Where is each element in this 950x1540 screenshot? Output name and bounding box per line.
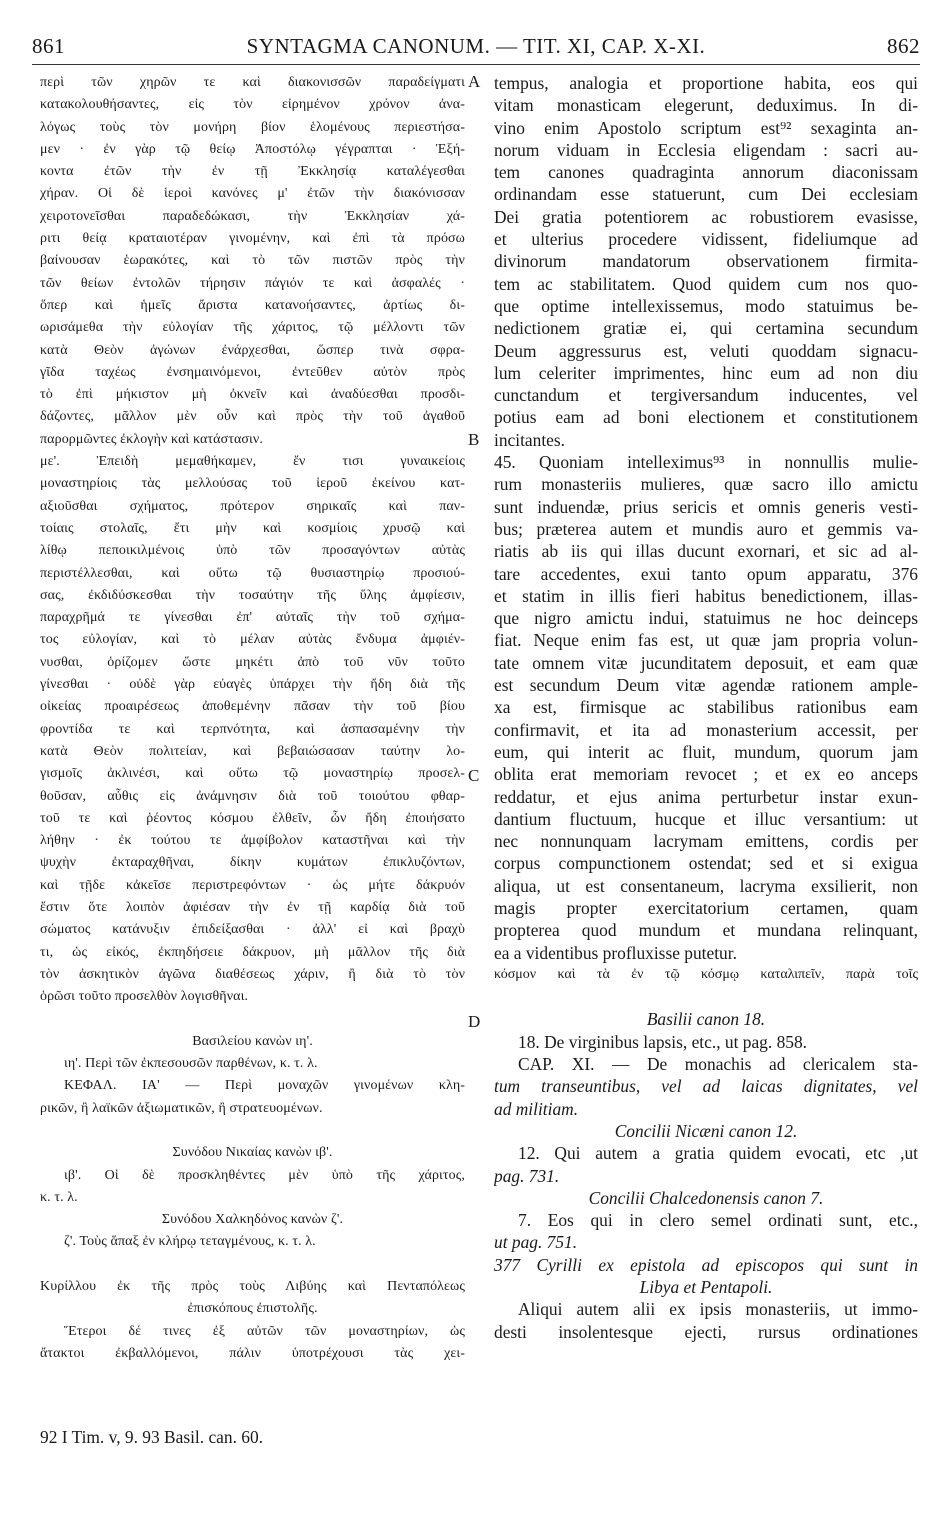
text-line: ὁρῶσι τοῦτο προσελθὸν λογισθῆναι. — [40, 989, 249, 1005]
text-line: περὶ τῶν χηρῶν τε καὶ διακονισσῶν παραδείγματι — [40, 75, 465, 90]
text-line: λόγως τοὺς τὸν μονήρη βίον ἑλομένους περιεστήσα- — [40, 119, 465, 135]
text-line: eum, qui interit ac fluit, mundum, quorum jam — [494, 741, 918, 762]
text-line: γισμοῖς ἀκλινέσι, καὶ οὕτω τῷ μοναστηρίῳ προσελ- — [40, 766, 465, 782]
text-line: 377 Cyrilli ex epistola ad episcopos qui sunt in — [494, 1254, 918, 1275]
text-line: ἔστιν ὅτε λοιπὸν ἀφιέσαν τὴν ἐν τῇ καρδίᾳ διὰ τοῦ — [40, 899, 465, 915]
text-line: τὸν ἀσκητικὸν ἀγῶνα διαθέσεως χάριν, ἢ διὰ τὸ τὸν — [40, 966, 465, 982]
text-line: potius eam ad boni electionem et constitutionem — [494, 407, 918, 428]
text-line: aliqua, ut est consentaneum, lacryma exsilierit, non — [494, 875, 918, 896]
text-line: τι, ὡς εἰκός, ἐκπηδήσειε δάκρυον, μὴ μᾶλλον τῆς διὰ — [40, 944, 465, 960]
text-line: νυσθαι, ὁρίζομεν ὥστε μηκέτι ἀπὸ τοῦ νῦν τοῦτο — [40, 654, 465, 670]
text-line: tate omnem vitæ jucunditatem deposuit, et eam quæ — [494, 652, 918, 673]
text-line: μοναστηρίοις τὰς μελλούσας τοῦ ἱεροῦ ἐκείνου κατ- — [40, 476, 465, 492]
text-line: sunt induendæ, prius sericis et omnis generis vesti- — [494, 496, 918, 517]
footnotes: 92 I Tim. v, 9. 93 Basil. can. 60. — [40, 1427, 264, 1447]
text-line: pag. 731. — [494, 1165, 560, 1186]
text-line: λήθην · ἐκ τούτου τε ἀμφίβολον καταστῆναι καὶ τὴν — [40, 833, 465, 849]
greek-column — [40, 72, 465, 1365]
text-line: propterea quod mundum et mundana relinquant, — [494, 920, 918, 941]
text-line: bus; præterea autem et mundis auro et gemmis va- — [494, 518, 918, 539]
text-line: γίνεσθαι · οὐδὲ γὰρ εὐαγὲς ὑπάρχει τὴν ἤδη διὰ τῆς — [40, 677, 465, 693]
text-line: vitam monasticam elegerunt, deduximus. In di- — [494, 95, 918, 116]
page-number-left: 861 — [32, 34, 65, 58]
text-line: Aliqui autem alii ex ipsis monasteriis, ut immo- — [518, 1299, 918, 1320]
running-title: SYNTAGMA CANONUM. — TIT. XI, CAP. X-XI. — [246, 34, 706, 58]
text-line: φροντίδα τε καὶ τερπνότητα, καὶ ἀσπασαμένην τὴν — [40, 721, 465, 737]
text-line: ΚΕΦΑΛ. ΙΑ' — Περὶ μοναχῶν γινομένων κλη- — [64, 1078, 465, 1094]
text-line: confirmavit, et ita ad monasterium accessit, per — [494, 719, 918, 740]
text-line: ea a videntibus profluxisse putetur. — [494, 942, 737, 963]
text-line: norum viduam in Ecclesia eligendam : sacri au- — [494, 139, 918, 160]
latin-column — [494, 72, 918, 1343]
text-line: ρικῶν, ἢ λαϊκῶν ἀξιωματικῶν, ἢ στρατευομένων. — [40, 1100, 323, 1116]
text-line: χειροτονεῖσθαι παραδεδώκασι, τὴν Ἐκκλησίαν χά- — [40, 208, 465, 224]
margin-marker-b: B — [468, 430, 480, 449]
text-line: Concilii Nicæni canon 12. — [614, 1120, 798, 1141]
header-rule — [32, 64, 920, 65]
text-line: τοῦ τε καὶ ῥέοντος κόσμου ἐλθεῖν, ὧν ἤδη ἐποιήσατο — [40, 810, 465, 826]
text-line: Concilii Chalcedonensis canon 7. — [588, 1187, 824, 1208]
text-line: Συνόδου Νικαίας κανὼν ιβ'. — [172, 1145, 333, 1161]
text-line: ψυχὴν ἐκταραχθῆναι, δίκην κυμάτων ἐπικλυζόντων, — [40, 855, 465, 871]
text-line: 18. De virginibus lapsis, etc., ut pag. 858. — [518, 1031, 808, 1052]
text-line: παραχρῆμά τε γίνεσθαι ἐπ' αὐταῖς τὴν τοῦ σχήμα- — [40, 610, 465, 626]
text-line: αξιοῦσθαι σχήματος, πρότερον σηρικαῖς καὶ παν- — [40, 498, 465, 514]
text-line: κοντα ἐτῶν τὴν ἐν τῇ Ἐκκλησίᾳ καταλέγεσθαι — [40, 164, 465, 180]
text-line: dantium fluctuum, hucque et illuc versantium: ut — [494, 808, 918, 829]
text-line: παρορμῶντες ἐκλογὴν καὶ κατάστασιν. — [40, 431, 263, 447]
margin-marker-d: D — [468, 1012, 481, 1031]
text-line: τὸ ἐπὶ μήκιστον μὴ ὀκνεῖν καὶ ἀναδύεσθαι προσδι- — [40, 387, 465, 403]
text-line: reddatur, et ejus anima perturbetur instar exun- — [494, 786, 918, 807]
text-line: que optime intellexissemus, modo statuimus be- — [494, 295, 918, 316]
text-line: κατὰ Θεὸν πολιτείαν, καὶ βεβαιώσασαν ταύτην λο- — [40, 743, 465, 759]
text-line: nedictionem gratiæ ei, qui certamina secundum — [494, 318, 918, 339]
text-line: σώματος κατάνυξιν ἐπιδείξασθαι · ἀλλ' εἰ καὶ βραχὺ — [40, 922, 465, 938]
text-line: θοῦσαν, αὖθις εἰς ἀνάμνησιν διὰ τοῦ τοιούτου φθαρ- — [40, 788, 465, 804]
text-line: incitantes. — [494, 429, 565, 450]
text-line: Basilii canon 18. — [646, 1009, 766, 1030]
text-line: 45. Quoniam intelleximus⁹³ in nonnullis mulie- — [494, 452, 918, 473]
text-line: tempus, analogia et proportione habita, eos qui — [494, 73, 918, 93]
text-line: tare accedentes, exui tanto opum apparatu, 376 — [494, 563, 918, 584]
margin-marker-c: C — [468, 766, 480, 785]
text-line: ριτι θείᾳ κραταιοτέραν γινομένην, καὶ ἐπὶ τὰ πρόσω — [40, 231, 465, 247]
text-line: ζ'. Τοὺς ἅπαξ ἐν κλήρῳ τεταγμένους, κ. τ. λ. — [64, 1234, 316, 1250]
text-line: ιβ'. Οἱ δὲ προσκληθέντες μὲν ὑπὸ τῆς χάριτος, — [64, 1167, 465, 1183]
text-line: Deum aggressurus est, veluti quoddam signacu- — [494, 340, 918, 361]
text-line: 7. Eos qui in clero semel ordinati sunt, etc., — [518, 1210, 918, 1231]
text-line: δάζοντες, μᾶλλον μὲν οὖν καὶ πρὸς τὴν τοῦ ἀγαθοῦ — [40, 409, 465, 425]
text-line: nec nonnunquam lacrymam emittens, cordis per — [494, 831, 918, 852]
text-line: κ. τ. λ. — [40, 1189, 78, 1205]
text-line: est secundum Deum vitæ agendæ rationem ample- — [494, 675, 918, 696]
text-line: γῖδα ταχέως ἐνσημαινόμενοι, ἐντεῦθεν αὐτὸν πρὸς — [40, 364, 465, 380]
text-line: κατὰ Θεὸν ἀγώνων ἐνάρχεσθαι, ὥσπερ τινὰ σφρα- — [40, 342, 465, 358]
text-line: tum transeuntibus, vel ad laicas dignitates, vel — [494, 1076, 918, 1097]
text-line: vino enim Apostolo scriptum est⁹² sexaginta an- — [494, 117, 918, 138]
text-line: ordinandam esse statuerunt, cum Dei ecclesiam — [494, 184, 918, 205]
text-line: fiat. Neque enim fas est, ut quæ jam propria volun- — [494, 630, 918, 651]
text-line: βαίνουσαν ἑωρακότες, καὶ τὸ τῶν πιστῶν πρὸς τὴν — [40, 253, 465, 269]
text-line: et statim in illis fieri habitus benedictionem, illas- — [494, 585, 918, 606]
text-line: Libya et Pentapoli. — [639, 1277, 773, 1298]
text-line: σας, ἐκδιδύσκεσθαι τὴν τοσαύτην τῆς ὕλης ἀμφίεσιν, — [40, 587, 465, 603]
text-line: καὶ τῇδε κἀκεῖσε περιστρεφόντων · ὡς μήτε δάκρυόν — [40, 877, 465, 893]
text-line: ad militiam. — [494, 1098, 579, 1119]
text-line: tem canones quadraginta annorum diaconissam — [494, 162, 918, 183]
greek-continuation-line: κόσμον καὶ τὰ ἐν τῷ κόσμῳ καταλιπεῖν, παρὰ τοῖς — [494, 966, 918, 982]
text-line: ωρισάμεθα τὴν εὐλογίαν τῆς χάριτος, τῷ μέλλοντι τῶν — [40, 320, 465, 336]
text-line: xa est, firmisque ac stabilibus rationibus eam — [494, 697, 918, 718]
text-line: ὅπερ καὶ ἡμεῖς ἄριστα κατανοήσαντες, ἀρτίως δι- — [40, 297, 465, 313]
text-line: με'. Ἐπειδὴ μεμαθήκαμεν, ἔν τισι γυναικείοις — [40, 454, 465, 470]
text-line: τοίαις στολαῖς, ἔτι μὴν καὶ κοσμίοις χρυσῷ καὶ — [40, 520, 465, 536]
text-line: τος εὐλογίαν, καὶ τὸ μέλαν αὐτὰς ἔνδυμα ἀμφιέν- — [40, 632, 465, 648]
text-line: λίθῳ πεποικιλμένοις ὑπὸ τῶν προσαγόντων αὐτὰς — [40, 543, 465, 559]
text-line: 12. Qui autem a gratia quidem evocati, etc ,ut — [518, 1143, 918, 1164]
text-line: CAP. XI. — De monachis ad clericalem sta- — [518, 1054, 918, 1075]
text-line: Κυρίλλου ἐκ τῆς πρὸς τοὺς Λιβύης καὶ Πενταπόλεως — [40, 1279, 465, 1295]
text-line: κατακολουθήσαντες, εἰς τὸν εἰρημένον χρόνον ἀνα- — [40, 97, 465, 113]
text-line: χήραν. Οἱ δὲ ἱεροὶ κανόνες μ' ἐτῶν τὴν διακόνισσαν — [40, 186, 465, 202]
page-number-right: 862 — [887, 34, 920, 58]
text-line: ιη'. Περὶ τῶν ἐκπεσουσῶν παρθένων, κ. τ. λ. — [64, 1056, 318, 1072]
text-line: magis propter exercitatorium certamen, quam — [494, 897, 918, 918]
running-header — [32, 34, 920, 60]
text-line: ut pag. 751. — [494, 1232, 578, 1253]
text-line: οἰκείας προαιρέσεως ἀποθεμένην πᾶσαν τὴν τοῦ βίου — [40, 699, 465, 715]
text-line: divinorum mandatorum observationem firmita- — [494, 251, 918, 272]
text-line: Βασιλείου κανὼν ιη'. — [192, 1033, 313, 1049]
text-line: corpus compunctionem ostendat; sed et si exigua — [494, 853, 918, 874]
text-line: oblita erat memoriam revocet ; et ex eo anceps — [494, 764, 918, 785]
text-line: Συνόδου Χαλκηδόνος κανὼν ζ'. — [161, 1212, 344, 1228]
text-line: ἐπισκόπους ἐπιστολῆς. — [187, 1301, 318, 1317]
text-line: lum celeriter imprimentes, hinc eum ad non diu — [494, 362, 918, 383]
text-line: ἄτακτοι ἐκβαλλόμενοι, πάλιν ὑποτρέχουσι τὰς χει- — [40, 1345, 465, 1361]
text-line: tem ac stabilitatem. Quod quidem cum nos quo- — [494, 273, 918, 294]
text-line: et ulterius procedere vidissent, fideliumque ad — [494, 229, 918, 250]
text-line: que nigro amictu indui, statuimus ne hoc deinceps — [494, 608, 918, 629]
text-line: περιστέλλεσθαι, καὶ οὕτω τῷ θυσιαστηρίῳ προσιού- — [40, 565, 465, 581]
text-line: Ἕτεροι δέ τινες ἐξ αὐτῶν τῶν μοναστηρίων, ὡς — [64, 1323, 465, 1339]
text-line: τῶν θείων ἐντολῶν τήρησιν πάγιόν τε καὶ ἀσφαλές · — [40, 275, 465, 291]
text-line: rum monasteriis mulieres, quæ sacro illo amictu — [494, 474, 918, 495]
text-line: desti insolentesque ejecti, rursus ordinationes — [494, 1321, 918, 1342]
text-line: riatis ab iis qui illas ducunt exornari, et sic ad al- — [494, 541, 918, 562]
margin-marker-a: A — [468, 72, 481, 91]
text-line: cunctandum et tergiversandum inducentes, vel — [494, 385, 918, 406]
text-line: μεν · ἐν γὰρ τῷ θείῳ Ἀποστόλῳ γέγραπται · Ἑξή- — [40, 141, 465, 157]
text-line: Dei gratia potentiorem ac robustiorem evasisse, — [494, 206, 918, 227]
